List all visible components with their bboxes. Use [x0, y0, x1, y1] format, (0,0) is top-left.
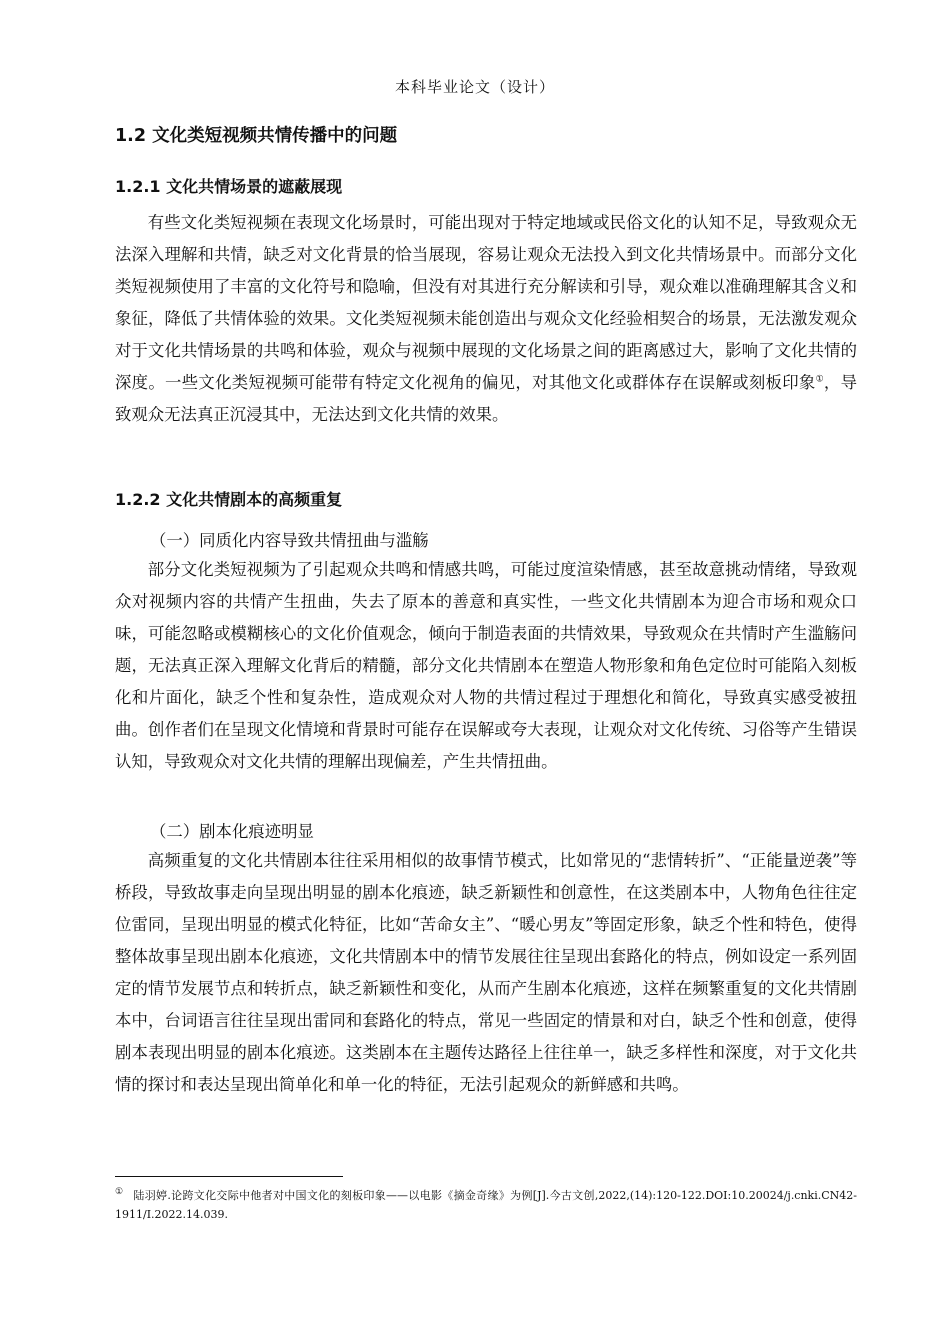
- paragraph-text: 有些文化类短视频在表现文化场景时，可能出现对于特定地域或民俗文化的认知不足，导致观众无法深入理解和共情，缺乏对文化背景的恰当展现，容易让观众无法投入到文化共情场景中。而部分文化类短视频使用了丰富的文化符号和隐喻，但没有对其进行充分解读和引导，观众难以准确理解其含义和象征，降低了共情体验的效果。文化类短视频未能创造出与观众文化经验相契合的场景，无法激发观众对于文化共情场景的共鸣和体验，观众与视频中展现的文化场景之间的距离感过大，影响了文化共情的深度。一些文化类短视频可能带有特定文化视角的偏见，对其他文化或群体存在误解或刻板印象: [115, 213, 857, 392]
- footnote: [115, 1186, 857, 1224]
- point-title-2: （二）剧本化痕迹明显: [150, 822, 314, 841]
- paragraph-text-tail: ，导致观众无法真正沉浸其中，无法达到文化共情的效果。: [115, 373, 857, 424]
- subsection-heading-1-2-1: 1.2.1 文化共情场景的遮蔽展现: [115, 177, 343, 196]
- footnote-mark: ①: [115, 1187, 124, 1198]
- footnote-reference[interactable]: ①: [815, 374, 824, 385]
- section-heading: 1.2 文化类短视频共情传播中的问题: [115, 126, 398, 146]
- paragraph-homogeneous-content: 部分文化类短视频为了引起观众共鸣和情感共鸣，可能过度渲染情感，甚至故意挑动情绪，导致观众对视频内容的共情产生扭曲，失去了原本的善意和真实性，一些文化共情剧本为迎合市场和观众口味，可能忽略或模糊核心的文化价值观念，倾向于制造表面的共情效果，导致观众在共情时产生滥觞问题，无法真正深入理解文化背后的精髓，部分文化共情剧本在塑造人物形象和角色定位时可能陷入刻板化和片面化，缺乏个性和复杂性，造成观众对人物的共情过程过于理想化和简化，导致真实感受被扭曲。创作者们在呈现文化情境和背景时可能存在误解或夸大表现，让观众对文化传统、习俗等产生错误认知，导致观众对文化共情的理解出现偏差，产生共情扭曲。: [115, 560, 857, 771]
- paragraph-scene-concealment: [115, 207, 857, 431]
- paragraph-script-traces: 高频重复的文化共情剧本往往采用相似的故事情节模式，比如常见的“悲情转折”、“正能量逆袭”等桥段，导致故事走向呈现出明显的剧本化痕迹，缺乏新颖性和创意性，在这类剧本中，人物角色往往定位雷同，呈现出明显的模式化特征，比如“苦命女主”、“暖心男友”等固定形象，缺乏个性和特色，使得整体故事呈现出剧本化痕迹，文化共情剧本中的情节发展往往呈现出套路化的特点，例如设定一系列固定的情节发展节点和转折点，缺乏新颖性和变化，从而产生剧本化痕迹，这样在频繁重复的文化共情剧本中，台词语言往往呈现出雷同和套路化的特点，常见一些固定的情景和对白，缺乏个性和创意，使得剧本表现出明显的剧本化痕迹。这类剧本在主题传达路径上往往单一，缺乏多样性和深度，对于文化共情的探讨和表达呈现出简单化和单一化的特征，无法引起观众的新鲜感和共鸣。: [115, 851, 857, 1094]
- footnote-divider: [115, 1176, 343, 1177]
- page-header: 本科毕业论文（设计）: [394, 78, 555, 96]
- subsection-heading-1-2-2: 1.2.2 文化共情剧本的高频重复: [115, 490, 343, 509]
- point-title-1: （一）同质化内容导致共情扭曲与滥觞: [150, 531, 429, 550]
- footnote-text: 陆羽婷.论跨文化交际中他者对中国文化的刻板印象——以电影《摘金奇缘》为例[J].今古文创,2022,(14):120-122.DOI:10.20024/j.cnki.CN42-1911/I.2022.14.039.: [115, 1189, 857, 1221]
